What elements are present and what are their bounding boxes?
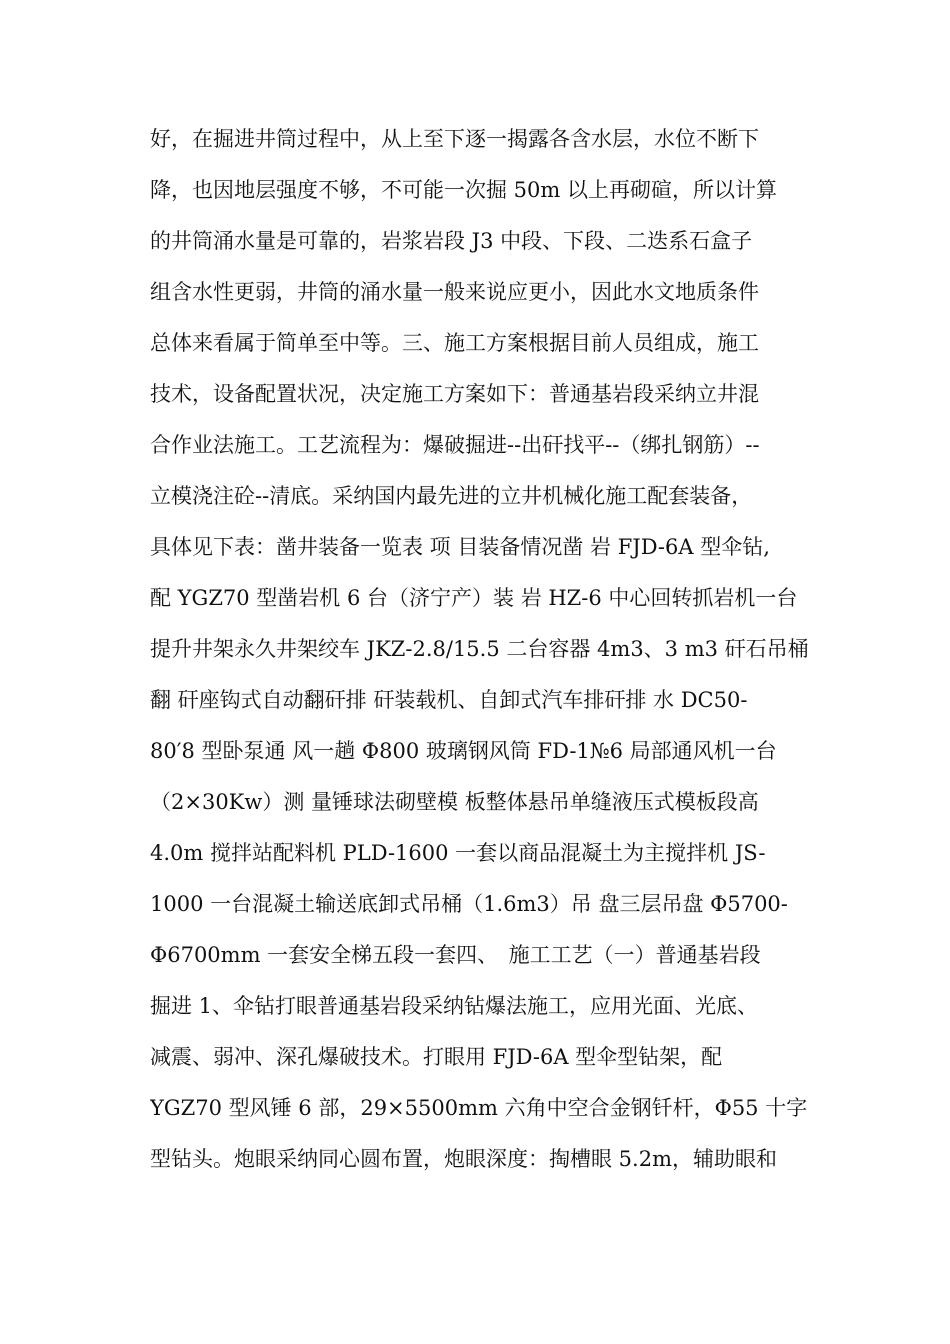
text-line: 合作业法施工。工艺流程为：爆破掘进--出矸找平--（绑扎钢筋）-- <box>150 433 760 457</box>
text-line: 减震、弱冲、深孔爆破技术。打眼用 FJD-6A 型伞型钻架，配 <box>150 1045 723 1069</box>
text-line: 翻 矸座钩式自动翻矸排 矸装载机、自卸式汽车排矸排 水 DC50- <box>150 688 748 712</box>
text-line: 1000 一台混凝土输送底卸式吊桶（1.6m3）吊 盘三层吊盘 Φ5700- <box>150 892 788 916</box>
text-line: 降，也因地层强度不够，不可能一次掘 50m 以上再砌碹，所以计算 <box>150 178 777 202</box>
text-line: 立模浇注砼--清底。采纳国内最先进的立井机械化施工配套装备， <box>150 484 753 508</box>
body-text <box>150 114 820 1185</box>
text-line: 掘进 1、伞钻打眼普通基岩段采纳钻爆法施工，应用光面、光底、 <box>150 994 759 1018</box>
text-line: 提升井架永久井架绞车 JKZ-2.8/15.5 二台容器 4m3、3 m3 矸石吊桶 <box>150 637 809 661</box>
text-line: 4.0m 搅拌站配料机 PLD-1600 一套以商品混凝土为主搅拌机 JS- <box>150 841 766 865</box>
text-line: 总体来看属于简单至中等。三、施工方案根据目前人员组成，施工 <box>150 331 759 355</box>
text-line: 组含水性更弱，井筒的涌水量一般来说应更小，因此水文地质条件 <box>150 280 759 304</box>
text-line: YGZ70 型风锤 6 部，29×5500mm 六角中空合金钢钎杆，Φ55 十字 <box>150 1096 808 1120</box>
text-line: Φ6700mm 一套安全梯五段一套四、 施工工艺（一）普通基岩段 <box>150 943 761 967</box>
text-line: 具体见下表：凿井装备一览表 项 目装备情况凿 岩 FJD-6A 型伞钻, <box>150 535 770 559</box>
text-line: 好，在掘进井筒过程中，从上至下逐一揭露各含水层，水位不断下 <box>150 127 759 151</box>
text-line: 80′8 型卧泵通 风一趟 Φ800 玻璃钢风筒 FD-1№6 局部通风机一台 <box>150 739 777 763</box>
text-line: 配 YGZ70 型凿岩机 6 台（济宁产）装 岩 HZ-6 中心回转抓岩机一台 <box>150 586 798 610</box>
text-line: 型钻头。炮眼采纳同心圆布置，炮眼深度：掏槽眼 5.2m，辅助眼和 <box>150 1147 777 1171</box>
text-line: （2×30Kw）测 量锤球法砌壁模 板整体悬吊单缝液压式模板段高 <box>150 790 759 814</box>
text-line: 技术，设备配置状况，决定施工方案如下：普通基岩段采纳立井混 <box>150 382 759 406</box>
text-line: 的井筒涌水量是可靠的，岩浆岩段 J3 中段、下段、二迭系石盒子 <box>150 229 753 253</box>
